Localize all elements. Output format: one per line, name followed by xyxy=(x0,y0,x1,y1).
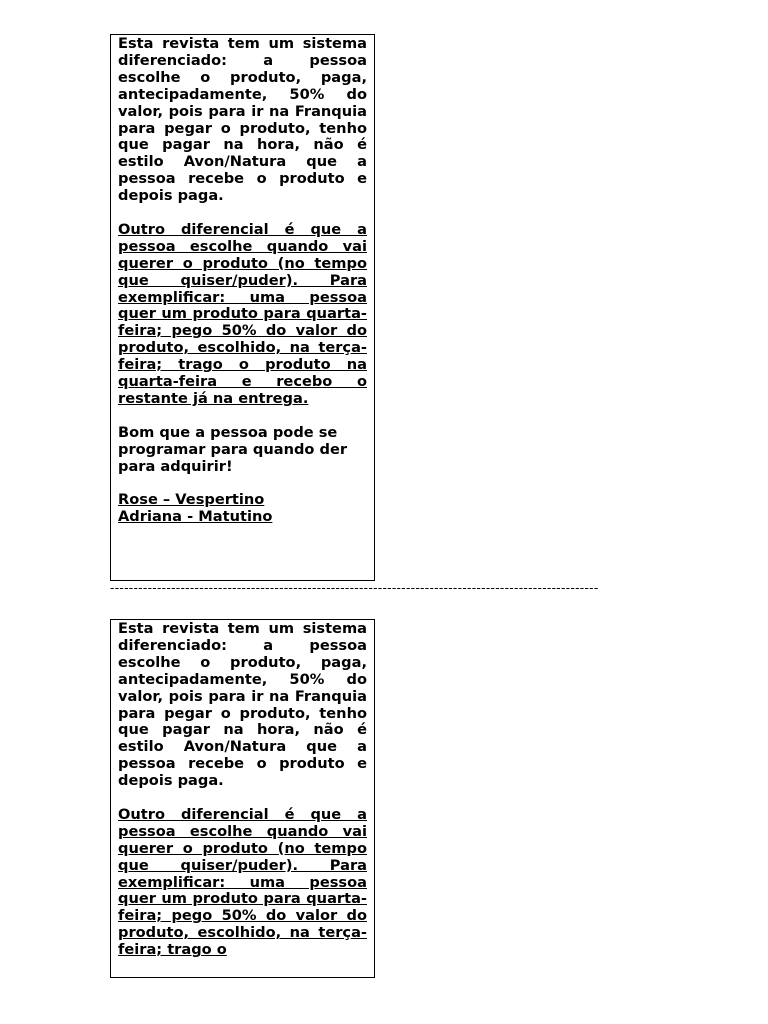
signature-rose: Rose – Vespertino xyxy=(118,491,265,509)
note-paragraph-2: Outro diferencial é que a pessoa escolhe quando vai querer o produto (no tempo que quiser/puder). Para exemplificar: uma pessoa quer um produto para quarta-feira; pego 50% do valor do produto, escolhido, na terça-feira; trago o xyxy=(118,805,367,959)
note-box-1 xyxy=(110,34,375,581)
signature-block xyxy=(118,492,367,526)
note-paragraph-1: Esta revista tem um sistema diferenciado: a pessoa escolhe o produto, paga, antecipadamente, 50% do valor, pois para ir na Franquia para pegar o produto, tenho que pagar na hora, não é estilo Avon/Natura que a pessoa recebe o produto e depois paga. xyxy=(118,620,367,790)
note-paragraph-2: Outro diferencial é que a pessoa escolhe quando vai querer o produto (no tempo que quiser/puder). Para exemplificar: uma pessoa quer um produto para quarta-feira; pego 50% do valor do produto, escolhido, na terça-feira; trago o produto na quarta-feira e recebo o restante já na entrega. xyxy=(118,220,367,408)
separator-line: -------------------------------------------------------------------------------------------------------- xyxy=(110,581,599,595)
note-paragraph-3: Bom que a pessoa pode se programar para quando der para adquirir! xyxy=(118,423,348,475)
signature-adriana: Adriana - Matutino xyxy=(118,508,273,526)
note-box-2 xyxy=(110,619,375,978)
note-paragraph-1: Esta revista tem um sistema diferenciado: a pessoa escolhe o produto, paga, antecipadamente, 50% do valor, pois para ir na Franquia para pegar o produto, tenho que pagar na hora, não é estilo Avon/Natura que a pessoa recebe o produto e depois paga. xyxy=(118,35,367,205)
